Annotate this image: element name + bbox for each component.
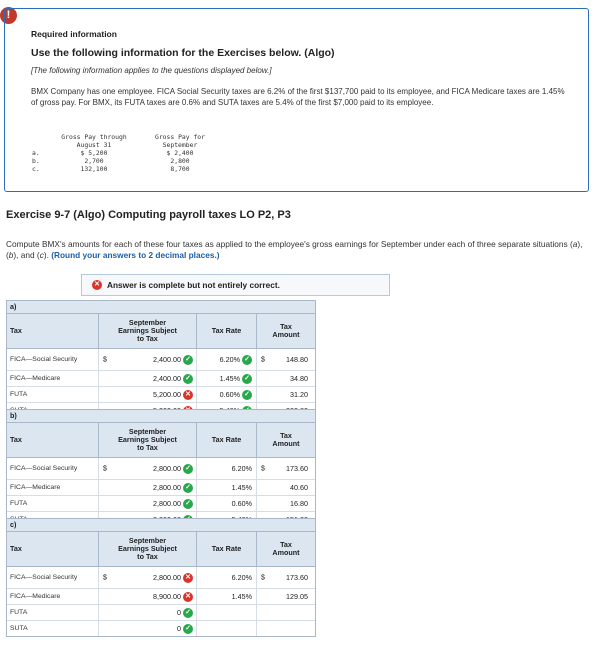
tax-label: SUTA xyxy=(7,621,99,636)
tax-label: FUTA xyxy=(7,605,99,620)
rate-input[interactable] xyxy=(197,621,257,636)
rate-input[interactable] xyxy=(197,605,257,620)
rate-input[interactable]: 6.20% xyxy=(197,567,257,588)
sep-value: 2,800 xyxy=(170,157,190,165)
earnings-input[interactable]: 0 ✓ xyxy=(99,621,197,636)
amount-value: 31.20 xyxy=(290,390,308,399)
exercise-title: Exercise 9-7 (Algo) Computing payroll taxes LO P2, P3 xyxy=(6,209,291,221)
table-row xyxy=(7,480,315,496)
correct-icon: ✓ xyxy=(183,355,193,365)
incorrect-icon: ✕ xyxy=(183,390,193,400)
table-row xyxy=(7,371,315,387)
amount-value: $ 173.60 xyxy=(261,573,308,582)
amount-value: $ 148.80 xyxy=(261,355,308,364)
rate-input[interactable]: 1.45% xyxy=(197,589,257,604)
correct-icon: ✓ xyxy=(242,374,252,384)
incorrect-icon: ✕ xyxy=(92,280,102,290)
table-row xyxy=(7,589,315,605)
earnings-input[interactable]: 0 ✓ xyxy=(99,605,197,620)
col-rate: Tax Rate xyxy=(197,423,257,457)
rate-input[interactable]: 0.60% ✓ xyxy=(197,387,257,402)
incorrect-icon: ✕ xyxy=(183,592,193,602)
col-tax: Tax xyxy=(7,532,99,566)
header-ytd: Gross Pay through xyxy=(61,133,127,141)
table-row xyxy=(7,496,315,512)
col-earnings: September Earnings Subject to Tax xyxy=(99,423,197,457)
col-rate: Tax Rate xyxy=(197,532,257,566)
tax-label: FUTA xyxy=(7,496,99,511)
table-row xyxy=(7,605,315,621)
answer-grid-a xyxy=(6,300,316,419)
tax-label: FICA—Social Security xyxy=(7,349,99,370)
correct-icon: ✓ xyxy=(183,499,193,509)
tax-label: FICA—Social Security xyxy=(7,567,99,588)
required-info-heading: Use the following information for the Exercises below. (Algo) xyxy=(31,47,335,59)
alert-icon: ! xyxy=(0,7,17,24)
grid-header xyxy=(7,314,315,349)
answer-grid-c xyxy=(6,518,316,637)
correct-icon: ✓ xyxy=(183,624,193,634)
section-label: b) xyxy=(7,410,315,423)
correct-icon: ✓ xyxy=(183,483,193,493)
tax-label: FUTA xyxy=(7,387,99,402)
incorrect-icon: ✕ xyxy=(183,573,193,583)
amount-value: 40.60 xyxy=(290,483,308,492)
earnings-input[interactable]: 2,800.00 ✓ xyxy=(99,480,197,495)
grid-header xyxy=(7,532,315,567)
table-row xyxy=(7,567,315,589)
section-label: c) xyxy=(7,519,315,532)
header-sep: September xyxy=(162,141,198,149)
amount-value: 16.80 xyxy=(290,499,308,508)
correct-icon: ✓ xyxy=(183,608,193,618)
col-amount: Tax Amount xyxy=(272,322,300,339)
col-tax: Tax xyxy=(7,314,99,348)
correct-icon: ✓ xyxy=(183,464,193,474)
row-label: a. xyxy=(32,149,40,157)
rate-input[interactable]: 1.45% xyxy=(197,480,257,495)
earnings-input[interactable]: $ 2,800.00 ✓ xyxy=(99,458,197,479)
sep-value: $ 2,400 xyxy=(166,149,194,157)
earnings-input[interactable]: 5,200.00 ✕ xyxy=(99,387,197,402)
rate-input[interactable]: 1.45% ✓ xyxy=(197,371,257,386)
tax-label: FICA—Medicare xyxy=(7,480,99,495)
col-earnings: September Earnings Subject to Tax xyxy=(99,314,197,348)
required-info-title: Required information xyxy=(31,29,117,39)
required-info-paragraph: BMX Company has one employee. FICA Social Security taxes are 6.2% of the first $137,700 paid to its employee, and FICA Medicare taxes are 1.45% of gross pay. For BMX, its FUTA taxes are 0.6% and SUTA taxes are 5.4% of the first $7,000 paid to its employee. xyxy=(31,87,565,107)
amount-value: 129.05 xyxy=(286,592,308,601)
correct-icon: ✓ xyxy=(183,374,193,384)
ytd-value: 132,100 xyxy=(80,165,108,173)
grid-header xyxy=(7,423,315,458)
correct-icon: ✓ xyxy=(242,355,252,365)
row-label: b. xyxy=(32,157,40,165)
col-amount: Tax Amount xyxy=(272,431,300,448)
answer-status-banner xyxy=(81,274,390,296)
exercise-instructions: Compute BMX's amounts for each of these four taxes as applied to the employee's gross earnings for September under each of three separate situations (a), (b), and (c). (Round your answers to 2 decimal places.) xyxy=(6,239,583,260)
required-info-subtext: [The following information applies to the questions displayed below.] xyxy=(31,66,272,75)
table-row xyxy=(7,458,315,480)
header-ytd: August 31 xyxy=(76,141,112,149)
earnings-input[interactable]: $ 2,800.00 ✕ xyxy=(99,567,197,588)
earnings-input[interactable]: 2,400.00 ✓ xyxy=(99,371,197,386)
section-label: a) xyxy=(7,301,315,314)
answer-grid-b xyxy=(6,409,316,528)
earnings-input[interactable]: $ 2,400.00 ✓ xyxy=(99,349,197,370)
sep-value: 8,700 xyxy=(170,165,190,173)
amount-value xyxy=(257,621,315,636)
amount-value: 34.80 xyxy=(290,374,308,383)
tax-label: FICA—Medicare xyxy=(7,589,99,604)
rate-input[interactable]: 0.60% xyxy=(197,496,257,511)
tax-label: FICA—Medicare xyxy=(7,371,99,386)
tax-label: FICA—Social Security xyxy=(7,458,99,479)
table-row xyxy=(7,349,315,371)
correct-icon: ✓ xyxy=(242,390,252,400)
header-sep: Gross Pay for xyxy=(154,133,206,141)
earnings-input[interactable]: 8,900.00 ✕ xyxy=(99,589,197,604)
rate-input[interactable]: 6.20% ✓ xyxy=(197,349,257,370)
table-row xyxy=(7,387,315,403)
col-tax: Tax xyxy=(7,423,99,457)
amount-value: $ 173.60 xyxy=(261,464,308,473)
rate-input[interactable]: 6.20% xyxy=(197,458,257,479)
ytd-value: 2,700 xyxy=(84,157,104,165)
row-label: c. xyxy=(32,165,40,173)
col-amount: Tax Amount xyxy=(272,540,300,557)
col-rate: Tax Rate xyxy=(197,314,257,348)
table-row xyxy=(7,621,315,636)
answer-status-text: Answer is complete but not entirely correct. xyxy=(107,280,280,290)
amount-value xyxy=(257,605,315,620)
ytd-value: $ 5,200 xyxy=(80,149,108,157)
col-earnings: September Earnings Subject to Tax xyxy=(99,532,197,566)
earnings-input[interactable]: 2,800.00 ✓ xyxy=(99,496,197,511)
